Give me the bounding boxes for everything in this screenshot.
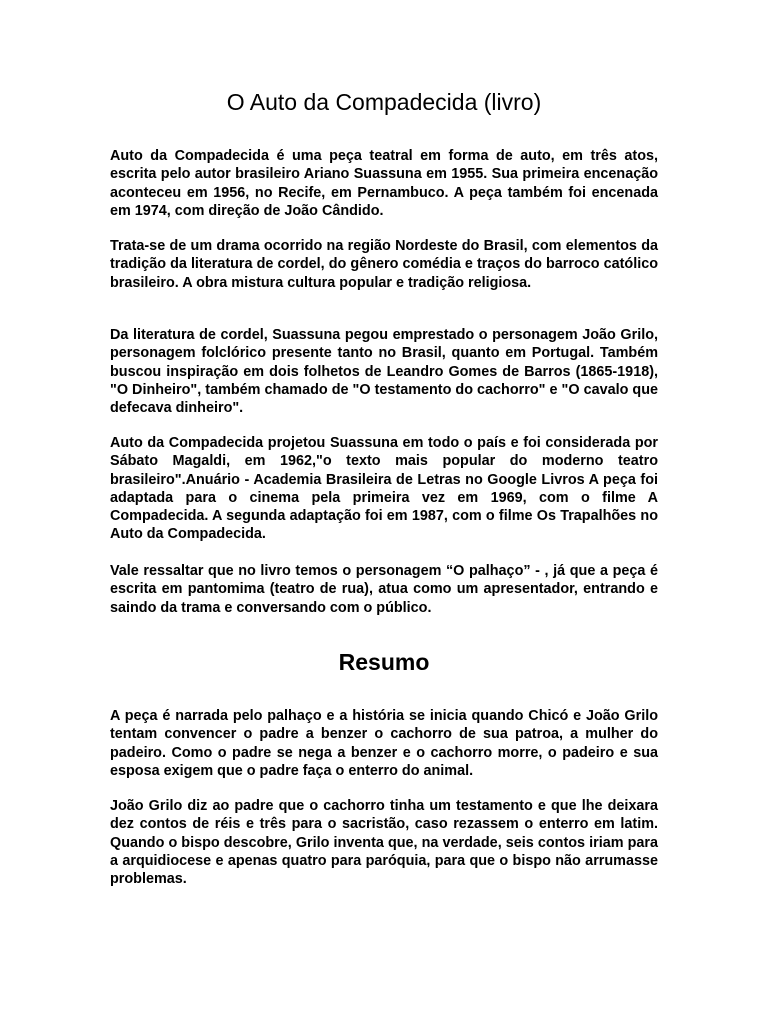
intro-paragraph-3: Da literatura de cordel, Suassuna pegou emprestado o personagem João Grilo, personagem folclórico presente tanto no Brasil, quanto em Portugal. Também buscou inspiração em dois folhetos de Leandro Gomes de Barros (1865-1918), "O Dinheiro", também chamado de "O testamento do cachorro" e "O cavalo que defecava dinheiro".: [110, 327, 658, 417]
document-title: O Auto da Compadecida (livro): [226, 89, 542, 115]
summary-heading: Resumo: [338, 649, 430, 675]
summary-paragraph-1: A peça é narrada pelo palhaço e a história se inicia quando Chicó e João Grilo tentam convencer o padre a benzer o cachorro de sua patroa, a mulher do padeiro. Como o padre se nega a benzer e o cachorro morre, o padeiro e sua esposa exigem que o padre faça o enterro do animal.: [110, 708, 658, 779]
intro-paragraph-2: Trata-se de um drama ocorrido na região Nordeste do Brasil, com elementos da tradição da literatura de cordel, do gênero comédia e traços do barroco católico brasileiro. A obra mistura cultura popular e tradição religiosa.: [110, 238, 658, 291]
intro-paragraph-1: Auto da Compadecida é uma peça teatral em forma de auto, em três atos, escrita pelo autor brasileiro Ariano Suassuna em 1955. Sua primeira encenação aconteceu em 1956, no Recife, em Pernambuco. A peça também foi encenada em 1974, com direção de João Cândido.: [110, 148, 658, 219]
summary-paragraph-2: João Grilo diz ao padre que o cachorro tinha um testamento e que lhe deixara dez contos de réis e três para o sacristão, caso rezassem o enterro em latim. Quando o bispo descobre, Grilo inventa que, na verdade, seis contos iriam para a arquidiocese e apenas quatro para paróquia, para que o bispo não arrumasse problemas.: [110, 798, 658, 888]
intro-paragraph-4: Auto da Compadecida projetou Suassuna em todo o país e foi considerada por Sábato Magaldi, em 1962,"o texto mais popular do moderno teatro brasileiro".Anuário - Academia Brasileira de Letras no Google Livros A peça foi adaptada para o cinema pela primeira vez em 1969, com o filme A Compadecida. A segunda adaptação foi em 1987, com o filme Os Trapalhões no Auto da Compadecida.: [110, 435, 658, 543]
intro-paragraph-5: Vale ressaltar que no livro temos o personagem “O palhaço” - , já que a peça é escrita em pantomima (teatro de rua), atua como um apresentador, entrando e saindo da trama e conversando com o público.: [110, 563, 658, 616]
